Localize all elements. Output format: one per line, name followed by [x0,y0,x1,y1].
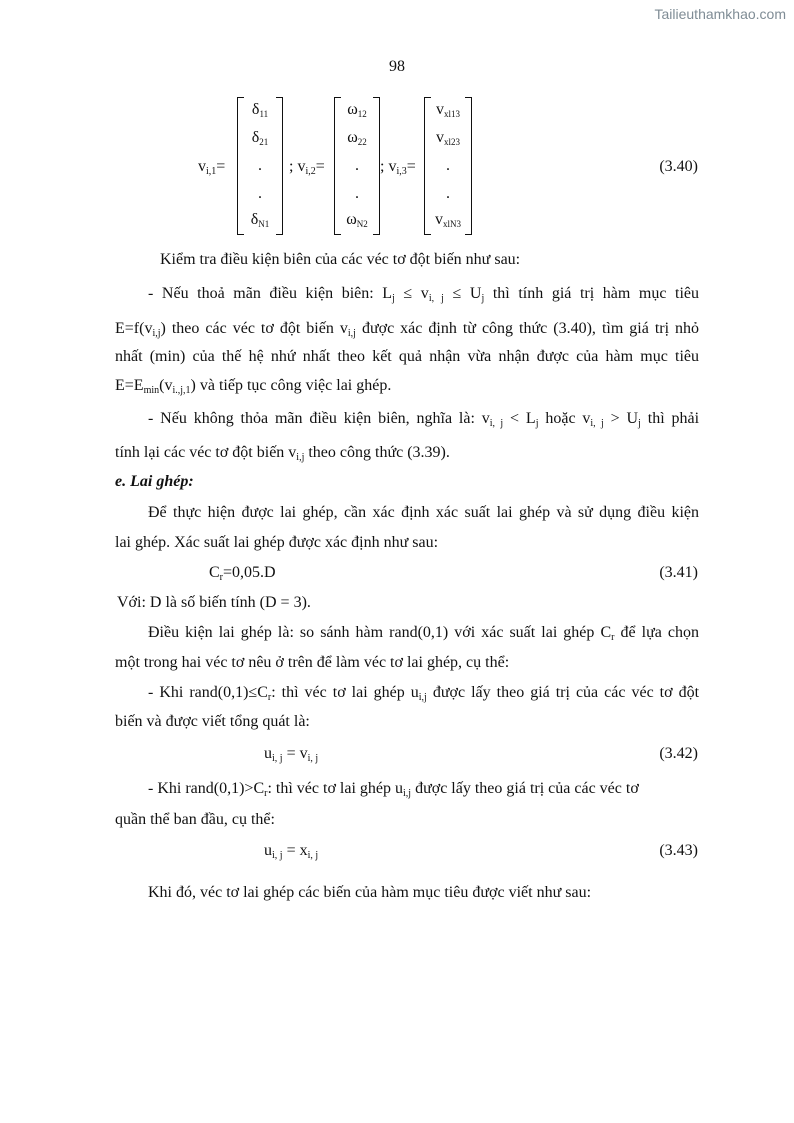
paragraph: - Nếu thoả mãn điều kiện biên: $L_j \le v_{i, j} \le U_j$ thì tính giá trị hàm mục tiêu [148,285,700,304]
matrix-cell: $v_{xl13}$ [435,101,460,119]
matrix-cell: $v_{xlN3}$ [435,211,461,229]
paragraph: Khi đó, véc tơ lai ghép các biến của hàm mục tiêu được viết như sau: [148,884,592,901]
paragraph: Điều kiện lai ghép là: so sánh hàm rand(0,1) với xác suất lai ghép $C_r$ để lựa chọn [148,624,700,643]
matrix-cell: $v_{xl23}$ [435,129,460,147]
paragraph: Với: D là số biến tính (D = 3). [117,594,311,611]
matrix-cell: . [355,157,359,174]
page-number: 98 [389,58,405,75]
equation: $u_{i, j} = x_{i, j}$ [264,842,319,861]
matrix-label-2: ; $v_{i,2}=$ [289,158,325,177]
matrix-label-1: $v_{i,1}=$ [198,158,226,177]
matrix-cell: $\omega_{12}$ [347,101,367,119]
matrix-cell: . [446,157,450,174]
matrix-cell: $\omega_{22}$ [347,129,367,147]
paragraph: Kiểm tra điều kiện biên của các véc tơ đột biến như sau: [160,251,521,268]
matrix-3 [424,97,472,235]
matrix-cell: . [258,185,262,202]
matrix-cell: . [258,157,262,174]
matrix-label-3: ; $v_{i,3}=$ [380,158,416,177]
section-heading: e. Lai ghép: [115,473,194,490]
paragraph: nhất (min) của thế hệ nhứ nhất theo kết quả nhận vừa nhận được của hàm mục tiêu [115,348,699,365]
equation-number: (3.42) [659,745,698,762]
matrix-2 [334,97,380,235]
matrix-1 [237,97,283,235]
paragraph: $E=f(v_{i,j})$ theo các véc tơ đột biến $v_{i,j}$ được xác định từ công thức (3.40), tìm giá trị nhỏ [115,320,700,339]
paragraph: Để thực hiện được lai ghép, cần xác định xác suất lai ghép và sử dụng điều kiện [148,504,699,521]
matrix-cell: . [355,185,359,202]
paragraph: một trong hai véc tơ nêu ở trên để làm véc tơ lai ghép, cụ thể: [115,654,510,671]
matrix-cell: . [446,185,450,202]
equation-number: (3.40) [659,158,698,175]
equation: $C_r=0,05.D$ [209,564,276,583]
paragraph: lai ghép. Xác suất lai ghép được xác định như sau: [115,534,439,551]
equation: $u_{i, j} = v_{i, j}$ [264,745,319,764]
watermark: Tailieuthamkhao.com [654,6,786,22]
paragraph: quần thể ban đầu, cụ thể: [115,811,275,828]
paragraph: - Nếu không thỏa mãn điều kiện biên, nghĩa là: $v_{i, j} < L_j$ hoặc $v_{i, j} > U_j$ thì phải [148,410,700,429]
equation-number: (3.43) [659,842,698,859]
matrix-cell: $\omega_{N2}$ [346,211,368,229]
matrix-cell: $\delta_{11}$ [251,101,269,119]
matrix-cell: $\delta_{N1}$ [250,211,270,229]
paragraph: tính lại các véc tơ đột biến $v_{i,j}$ theo công thức (3.39). [115,444,450,463]
matrix-cell: $\delta_{21}$ [251,129,269,147]
paragraph: - Khi $rand(0,1)>C_r$: thì véc tơ lai ghép $u_{i,j}$ được lấy theo giá trị của các véc tơ [148,780,639,799]
equation-number: (3.41) [659,564,698,581]
paragraph: $E=E_{min}(v_{i.,j,1})$ và tiếp tục công việc lai ghép. [115,377,392,396]
paragraph: biến và được viết tổng quát là: [115,713,310,730]
paragraph: - Khi $rand(0,1)\le C_r$: thì véc tơ lai ghép $u_{i,j}$ được lấy theo giá trị của các véc tơ đột [148,684,700,703]
